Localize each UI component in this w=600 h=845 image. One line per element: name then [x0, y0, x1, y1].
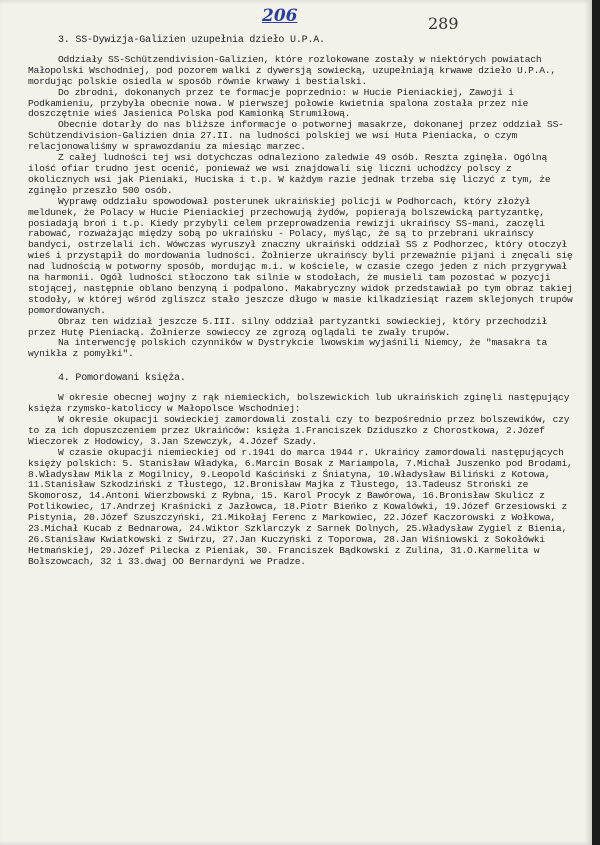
- paragraph: Na interwencję polskich czynników w Dystrykcie lwowskim wyjaśnili Niemcy, że "masakra ta wynikła z pomyłki".: [28, 337, 548, 360]
- paragraph: Do zbrodni, dokonanych przez te formacje poprzednio: w Hucie Pieniackiej, Zawoji i Podkamieniu, przybyła obecnie nowa. W pierwszej połowie kwietnia spalona została przez nie doszczętnie wieś Jasienica Polska pod Kamionką Strumiłową.: [28, 86, 529, 120]
- paragraph: Z całej ludności tej wsi dotychczas odnaleziono zaledwie 49 osób. Reszta zginęła. Ogólną ilość ofiar trudno jest ocenić, ponieważ we wsi znajdowali się liczni uchodźcy polscy z okolicznych wsi jak Pieniaki, Huciska i t.p. W każdym razie jednak trzeba się liczyć z tym, że zginęło przeszło 500 osób.: [28, 152, 551, 196]
- paragraph: Oddziały SS-Schützendivision-Galizien, które rozlokowane zostały w niektórych powiatach Małopolski Wschodniej, pod pozorem walki z dywersją sowiecką, uzupełniają krwawe dzieło U.P.A., mordując polskie osiedla w sposób równie krwawy i bestialski.: [28, 53, 556, 87]
- paragraph: Obraz ten widział jeszcze 5.III. silny oddział partyzantki sowieckiej, który przechodził przez Hutę Pieniacką. Żołnierze sowieccy ze zgrozą oglądali te zwały trupów.: [28, 315, 548, 338]
- scan-edge: [592, 0, 600, 845]
- paragraph: Obecnie dotarły do nas bliższe informacje o potwornej masakrze, dokonanej przez oddział SS-Schützendivision-Galizien dnia 27.II. na ludności polskiej we wsi Huta Pieniacka, o czym relacjonowaliśmy w sprawozdaniu za miesiąc marzec.: [28, 119, 564, 153]
- page-number: 289: [428, 14, 459, 33]
- section-4-heading: 4. Pomordowani księża.: [58, 373, 186, 385]
- paragraph: Wyprawę oddziału spowodował posterunek ukraińskiej policji w Podhorcach, który złożył meldunek, że Polacy w Hucie Pieniackiej przechowują żydów, popierają bolszewicką partyzantkę, posiadają broń i t.p. Kiedy przybyli celem przeprowadzenia rewizji ukraińscy SS-mani, zaczęli rabować, rozważając między sobą po ukraińsku - Polacy, myśląc, że są to przebrani ukraińscy bandyci, ostrzelali ich. Wówczas wyruszył znaczny ukraiński oddział SS z Podhorzec, który otoczył wieś i przystąpił do mordowania ludności. Żołnierze ukraińscy byli przeważnie pijani i znęcali się nad ludnością w potworny sposób, mordując m.i. w kościele, w czasie czego jeden z nich przygrywał na harmonii. Ogół ludności stłoczono tak silnie w stodołach, że musieli tam pozostać w pozycji stojącej, następnie oblano benzyną i podpalono. Makabryczny widok przedstawiał po tym obraz takiej stodoły, w której wśród zgliszcz stało jeszcze długo w masie kilkadziesiąt razem sklejonych trupów pomordowanych.: [28, 195, 573, 316]
- archival-number: 206: [262, 6, 298, 26]
- paragraph: W czasie okupacji niemieckiej od r.1941 do marca 1944 r. Ukraińcy zamordowali następujących księży polskich: 5. Stanisław Władyka, 6.Marcin Bosak z Mariampola, 7.Michał Juszenko pod Brodami, 8.Władysław Mikla z Mogilnicy, 9.Leopold Kaściński z Śniatyna, 10.Władysław Biliński z Kotowa, 11.Stanisław Szkodziński z Tłustego, 12.Bronisław Majka z Tłustego, 13.Tadeusz Stroński ze Skomorosz, 14.Antoni Wierzbowski z Rybna, 15. Karol Procyk z Bawórowa, 16.Bronisław Skulicz z Potlikowiec, 17.Andrzej Kraśnicki z Jazłowca, 18.Piotr Bieńko z Kowalówki, 19.Józef Grzesiowski z Pistynia, 20.Józef Szuszczyński, 21.Mikołaj Ferenc z Markowiec, 22.Józef Kaczorowski z Wołkowa, 23.Michał Kucab z Bednarowa, 24.Wiktor Szklarczyk z Sarnek Dolnych, 25.Władysław Zygiel z Bienia, 26.Stanisław Kwiatkowski z Swirzu, 27.Jan Kuczyński z Toporowa, 28.Jan Wiśniowski z Sokołówki Hetmańskiej, 29.Józef Pilecka z Pieniak, 30. Franciszek Bądkowski z Zulina, 31.O.Karmelita w Bołszowcach, 32 i 33.dwaj OO Bernardyni we Pradze.: [28, 446, 573, 567]
- paragraph: W okresie okupacji sowieckiej zamordowali zostali czy to bezpośrednio przez bolszewików, czy to za ich dopuszczeniem przez Ukraińców: księża 1.Franciszek Dziduszko z Chorostkowa, 2.Józef Wieczorek z Hodowicy, 3.Jan Szewczyk, 4.Józef Szady.: [28, 414, 570, 447]
- section-3-heading: 3. SS-Dywizja-Galizien uzupełnia dzieło U.P.A.: [58, 35, 325, 46]
- paragraph: W okresie obecnej wojny z rąk niemieckich, bolszewickich lub ukraińskich zginęli następujący księża rzymsko-katoliccy w Małopolsce Wschodniej:: [28, 392, 570, 415]
- document-body: [28, 36, 573, 568]
